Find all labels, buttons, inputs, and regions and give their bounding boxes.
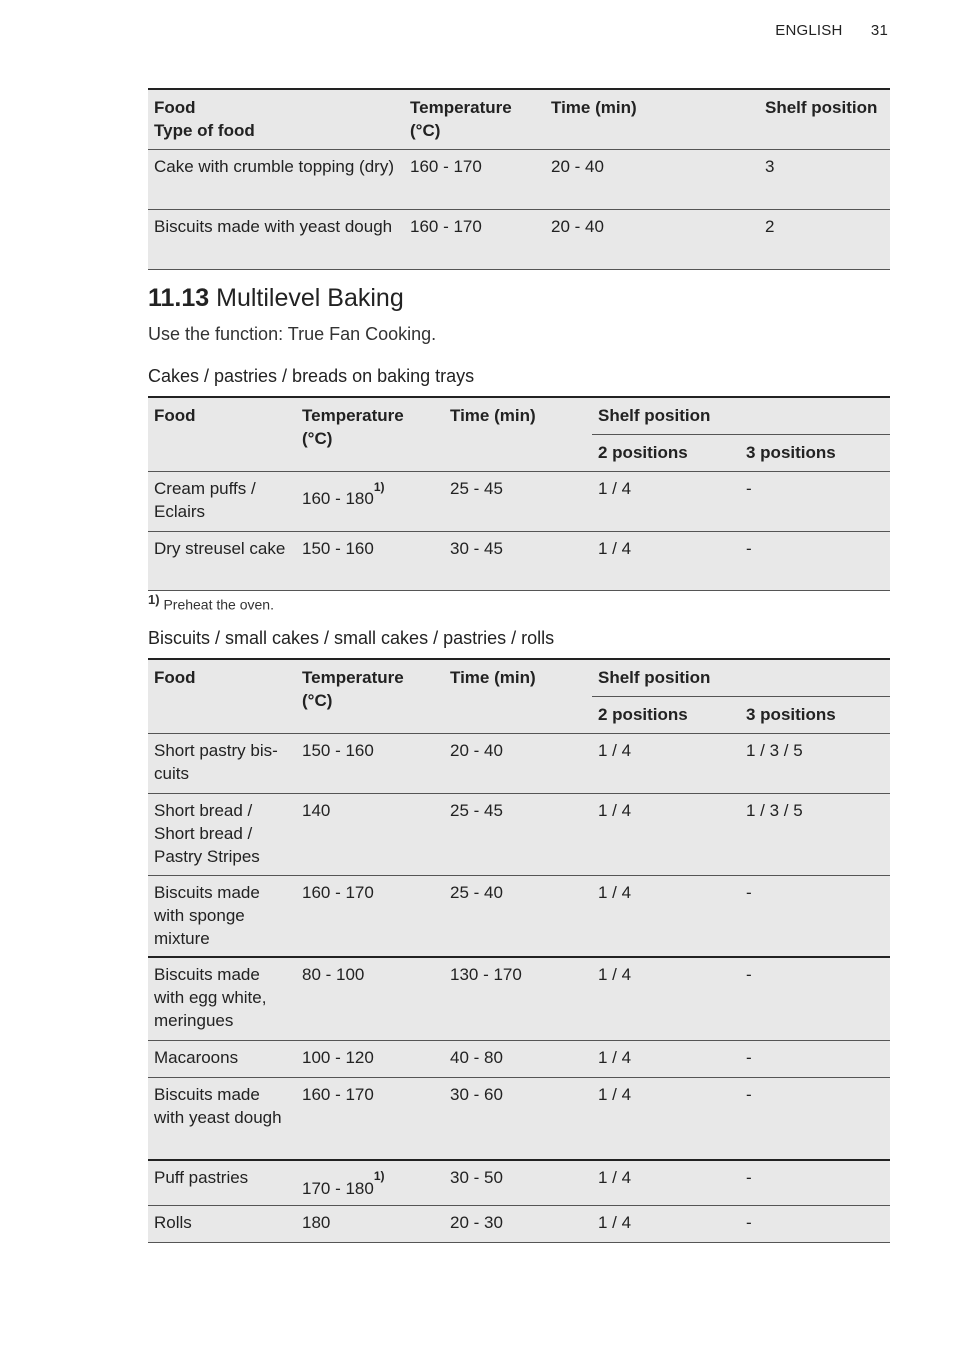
- cell-food: Short pastry bis-cuits: [148, 733, 296, 793]
- cell-food: Biscuits made with sponge mixture: [148, 875, 296, 957]
- cell-food: Macaroons: [148, 1040, 296, 1077]
- cell-temperature: 160 - 170: [404, 149, 545, 209]
- column-header-2-positions: 2 positions: [592, 696, 740, 733]
- column-header-temperature: Temperature (°C): [296, 659, 444, 733]
- column-header-temperature: Temperature (°C): [404, 89, 545, 149]
- cell-temperature: 80 - 100: [296, 957, 444, 1040]
- table-row: [148, 793, 890, 875]
- language-label: ENGLISH: [775, 22, 843, 39]
- cell-time: 30 - 45: [444, 531, 592, 590]
- table-row: [148, 957, 890, 1040]
- footnote-ref: 1): [373, 479, 385, 494]
- cell-time: 30 - 50: [444, 1160, 592, 1205]
- cell-3-positions: 1 / 3 / 5: [740, 793, 890, 875]
- footnote-mark: 1): [148, 592, 160, 607]
- section-title: [148, 284, 404, 313]
- cell-temperature: 140: [296, 793, 444, 875]
- cell-3-positions: -: [740, 471, 890, 531]
- cell-2-positions: 1 / 4: [592, 531, 740, 590]
- page-header: [775, 22, 888, 39]
- footnote: [148, 592, 274, 613]
- table-header-row: [148, 659, 890, 696]
- table-row: [148, 1205, 890, 1242]
- cell-time: 20 - 40: [444, 733, 592, 793]
- cell-temperature: 160 - 180$^{1)}$: [296, 471, 444, 531]
- column-header-temperature: Temperature (°C): [296, 397, 444, 471]
- cell-temperature: 170 - 180$^{1)}$: [296, 1160, 444, 1205]
- cell-3-positions: -: [740, 1077, 890, 1160]
- table-header-row: [148, 397, 890, 434]
- section-heading: Multilevel Baking: [216, 284, 404, 312]
- cell-3-positions: -: [740, 1040, 890, 1077]
- table-row: [148, 209, 890, 269]
- cell-temperature: 100 - 120: [296, 1040, 444, 1077]
- cell-temperature: 160 - 170: [296, 1077, 444, 1160]
- column-header-2-positions: 2 positions: [592, 434, 740, 471]
- cell-time: 25 - 45: [444, 793, 592, 875]
- cell-3-positions: -: [740, 531, 890, 590]
- cell-time: 30 - 60: [444, 1077, 592, 1160]
- cell-food: Cream puffs / Eclairs: [148, 471, 296, 531]
- column-header-food: Food Type of food: [148, 89, 404, 149]
- cell-food: Puff pastries: [148, 1160, 296, 1205]
- cell-food: Dry streusel cake: [148, 531, 296, 590]
- cell-3-positions: -: [740, 957, 890, 1040]
- cell-2-positions: 1 / 4: [592, 471, 740, 531]
- biscuits-table: [148, 658, 890, 1243]
- cell-2-positions: 1 / 4: [592, 957, 740, 1040]
- cell-2-positions: 1 / 4: [592, 1205, 740, 1242]
- cell-food: Biscuits made with yeast dough: [148, 1077, 296, 1160]
- cell-2-positions: 1 / 4: [592, 733, 740, 793]
- cell-temperature: 150 - 160: [296, 531, 444, 590]
- cell-time: 20 - 40: [545, 209, 759, 269]
- footnote-text: Preheat the oven.: [163, 596, 274, 613]
- table-row: [148, 471, 890, 531]
- table-row: [148, 1160, 890, 1205]
- section-intro: Use the function: True Fan Cooking.: [148, 324, 437, 344]
- cell-time: 130 - 170: [444, 957, 592, 1040]
- baking-table-continued: [148, 88, 890, 270]
- table-row: [148, 531, 890, 590]
- cell-3-positions: -: [740, 1205, 890, 1242]
- table3-subheading: Biscuits / small cakes / small cakes / pastries / rolls: [148, 628, 555, 648]
- column-header-3-positions: 3 positions: [740, 696, 890, 733]
- cell-temperature: 160 - 170: [296, 875, 444, 957]
- column-header-time: Time (min): [545, 89, 759, 149]
- column-header-shelf: Shelf position: [759, 89, 890, 149]
- column-header-time: Time (min): [444, 397, 592, 471]
- table-header-row: [148, 89, 890, 149]
- table-row: [148, 1040, 890, 1077]
- table2-subheading: Cakes / pastries / breads on baking trays: [148, 366, 475, 386]
- cell-time: 25 - 45: [444, 471, 592, 531]
- trays-table: [148, 396, 890, 591]
- cell-shelf: 2: [759, 209, 890, 269]
- cell-shelf: 3: [759, 149, 890, 209]
- cell-time: 25 - 40: [444, 875, 592, 957]
- section-number: 11.13: [148, 284, 210, 312]
- table-row: [148, 1077, 890, 1160]
- cell-time: 20 - 30: [444, 1205, 592, 1242]
- cell-temperature: 180: [296, 1205, 444, 1242]
- cell-2-positions: 1 / 4: [592, 793, 740, 875]
- column-header-shelf: Shelf position: [592, 659, 890, 696]
- cell-2-positions: 1 / 4: [592, 1077, 740, 1160]
- cell-time: 20 - 40: [545, 149, 759, 209]
- cell-temperature: 160 - 170: [404, 209, 545, 269]
- cell-3-positions: -: [740, 1160, 890, 1205]
- cell-2-positions: 1 / 4: [592, 1160, 740, 1205]
- cell-food: Biscuits made with yeast dough: [148, 209, 404, 269]
- cell-food: Short bread / Short bread / Pastry Stripes: [148, 793, 296, 875]
- cell-2-positions: 1 / 4: [592, 1040, 740, 1077]
- cell-temperature: 150 - 160: [296, 733, 444, 793]
- column-header-food: Food: [148, 659, 296, 733]
- cell-food: Cake with crumble topping (dry): [148, 149, 404, 209]
- cell-3-positions: 1 / 3 / 5: [740, 733, 890, 793]
- column-header-food: Food: [148, 397, 296, 471]
- cell-3-positions: -: [740, 875, 890, 957]
- column-header-3-positions: 3 positions: [740, 434, 890, 471]
- cell-2-positions: 1 / 4: [592, 875, 740, 957]
- table-row: [148, 875, 890, 957]
- cell-food: Rolls: [148, 1205, 296, 1242]
- cell-food: Biscuits made with egg white, meringues: [148, 957, 296, 1040]
- column-header-shelf: Shelf position: [592, 397, 890, 434]
- page-number: 31: [870, 22, 888, 39]
- table-row: [148, 733, 890, 793]
- footnote-ref: 1): [373, 1169, 385, 1183]
- cell-time: 40 - 80: [444, 1040, 592, 1077]
- table-row: [148, 149, 890, 209]
- column-header-time: Time (min): [444, 659, 592, 733]
